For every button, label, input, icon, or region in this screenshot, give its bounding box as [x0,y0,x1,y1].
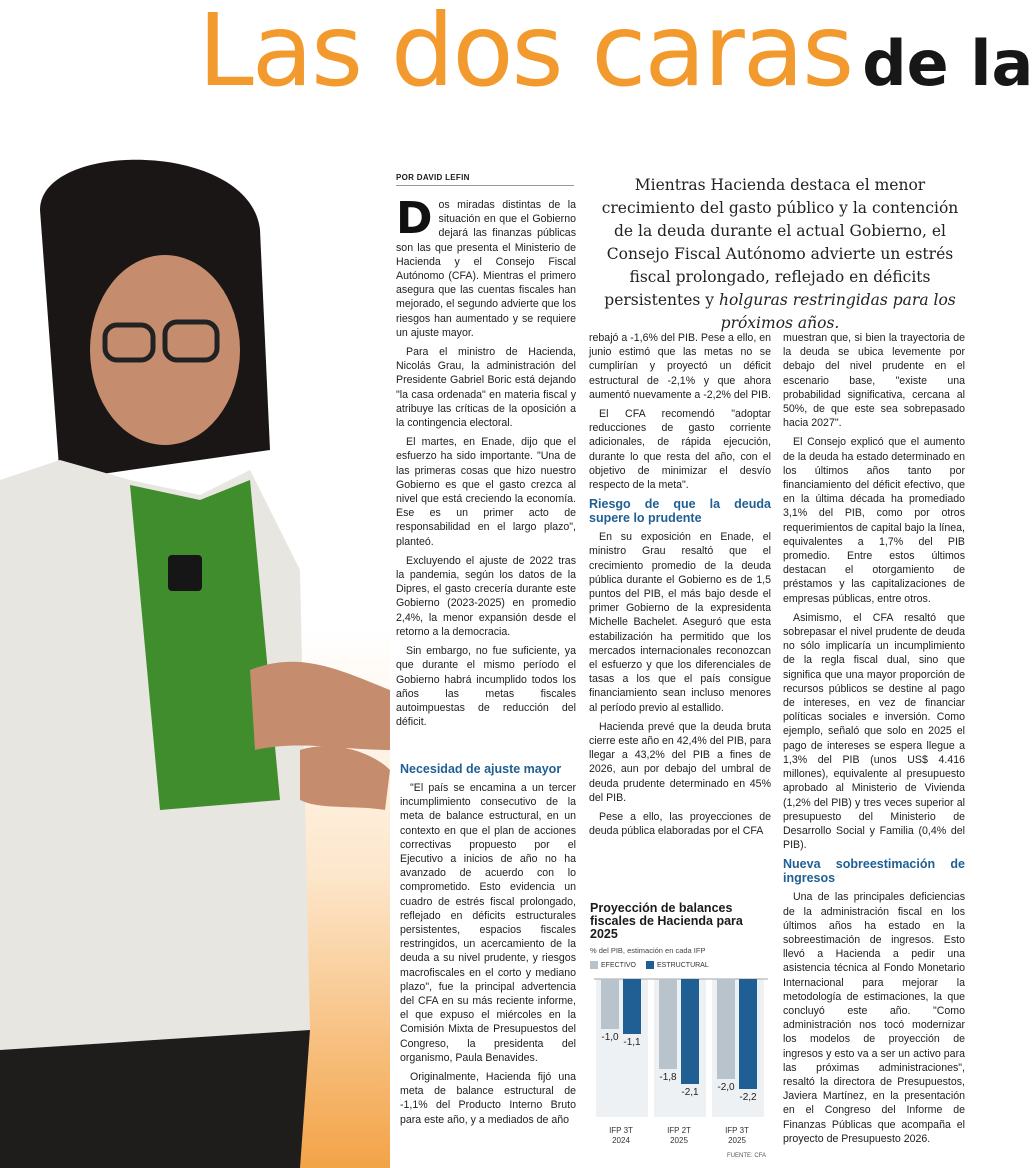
article-column-3 [783,331,965,1151]
drop-cap: D [396,193,433,244]
paragraph-11: Hacienda prevé que la deuda bruta cierre este año en 42,4% del PIB, para llegar a 43,2% del PIB a fines de 2026, aun por debajo del umbral de deuda prudente determinado en 45% del PIB. [589,720,771,804]
headline-part-2: de la [862,27,1033,100]
chart-source: FUENTE: CFA [726,1153,766,1159]
paragraph-7: Originalmente, Hacienda fijó una meta de balance estructural de -1,1% del Producto Interno Bruto para este año, y a mediados de año [400,1071,576,1126]
chart-title: Proyección de balances fiscales de Hacienda para 2025 [590,901,743,941]
article-column-1 [396,193,576,734]
chart-legend [590,961,770,969]
paragraph-15: Asimismo, el CFA resaltó que sobrepasar el nivel prudente de deuda no sólo implicaría un incumplimiento de la regla fiscal dual, sino que significa que una mayor proporción de recursos públicos se destine al pago de intereses, en vez de financiar políticas sociales e inversión. Como ejemplo, señaló que solo en 2025 el pago de intereses se espera llegue a 1,3% del PIB (unos US$ 4.416 millones), equivalente al presupuesto aprobado al Ministerio de Vivienda (1,2% del PIB) y tres veces superior al presupuesto del Ministerio de Desarrollo Social y Familia (0,4% del PIB). [783,611,965,852]
paragraph-9: El CFA recomendó "adoptar reducciones de gasto corriente adicionales, de rápida ejecución, durante lo que resta del año, con el objetivo de minimizar el desvío respecto de la meta". [589,408,771,492]
lapel-microphone [168,555,202,591]
chart-value-label: -1,0 [601,1032,619,1043]
chart-category-label: IFP 3T [725,1126,749,1135]
chart-value-label: -1,8 [659,1072,677,1083]
chart-value-label: -2,1 [681,1087,699,1098]
paragraph-8: rebajó a -1,6% del PIB. Pese a ello, en junio estimó que las metas no se cumplirían y proyectó un déficit estructural de -2,1% y que ahora aumentó nuevamente a -2,2% del PIB. [589,332,771,401]
paragraph-16: Una de las principales deficiencias de la administración fiscal en los últimos años ha estado en la sobreestimación de ingresos. Esto llevó a Hacienda a pedir una asistencia técnica al Fondo Monetario Internacional para mejorar la metodología de estimaciones, la que concluyó este año. "Como administración nos tocó modernizar los modelos de proyección de ingresos y esto va a ser un activo para las próximas administraciones", resaltó la directora de Presupuestos, Javiera Martínez, en la presentación en el Congreso del Informe de Finanzas Públicas que acompaña el proyecto de Presupuesto 2026. [783,891,965,1145]
headline [198,0,1033,109]
paragraph-4: Excluyendo el ajuste de 2022 tras la pandemia, según los datos de la Dipres, el gasto crecería durante este Gobierno (2023-2025) en promedio 2,4%, la menor expansión desde el retorno a la democracia. [396,554,576,638]
chart-subtitle: % del PIB, estimación en cada IFP [590,946,706,955]
headline-part-1: Las dos caras [198,0,853,109]
subhead-sobreestimacion: Nueva sobreestimación de ingresos [783,857,965,886]
chart-value-label: -2,0 [717,1082,735,1093]
chart-value-label: -1,1 [623,1037,641,1048]
legend-swatch-efectivo [590,961,598,969]
deck-main: Mientras Hacienda destaca el menor crecimiento del gasto público y la contención de la deuda durante el actual Gobierno, el Consejo Fiscal Autónomo advierte un estrés fiscal prolongado, reflejado en déficits persistentes y [601,176,959,309]
chart-bar-estructural [623,979,641,1034]
paragraph-1 [396,193,576,340]
legend-estructural [646,961,709,969]
legend-swatch-estructural [646,961,654,969]
deck-italic: holguras restringidas para los próximos años. [719,291,956,332]
legend-label-estructural: ESTRUCTURAL [657,961,709,969]
paragraph-10: En su exposición en Enade, el ministro Grau resaltó que el crecimiento promedio de la deuda pública durante el Gobierno es de 1,5 puntos del PIB, el más bajo desde el primer Gobierno de la expresidenta Michelle Bachelet. Aseguró que esta estabilización ha permitido que los mercados internacionales reconozcan el esfuerzo y que los diferenciales de tasas a los que el país consigue financiamiento sean incluso menores al período previo al estallido. [589,531,771,714]
paragraph-1-text: os miradas distintas de la situación en que el Gobierno dejará las finanzas públicas son las que presenta el Ministerio de Hacienda y el Consejo Fiscal Autónomo (CFA). Mientras el primero asegura que las cuentas fiscales han mejorado, el segundo advierte que los riesgos han aumentado y se requiere un ajuste mayor. [396,199,576,339]
chart-bar-efectivo [659,979,677,1069]
paragraph-3: El martes, en Enade, dijo que el esfuerzo ha sido importante. "Una de las primeras cosas que hizo nuestro Gobierno es que el gasto crezca al nivel que está creciendo la economía. Ese es un primer acto de responsabilidad en el largo plazo", planteó. [396,436,576,548]
paragraph-5: Sin embargo, no fue suficiente, ya que durante el mismo período el Gobierno habrá incumplido todos los años las metas fiscales autoimpuestas de reducción del déficit. [396,645,576,729]
byline: POR DAVID LEFIN [396,173,574,186]
chart-category-label: 2025 [728,1136,746,1145]
balance-chart [590,902,770,1168]
chart-bar-efectivo [717,979,735,1079]
chart-plot [590,969,770,1159]
chart-category-label: 2025 [670,1136,688,1145]
subhead-riesgo-deuda: Riesgo de que la deuda supere lo prudente [589,497,771,526]
chart-category-label: 2024 [612,1136,630,1145]
paragraph-2: Para el ministro de Hacienda, Nicolás Grau, la administración del Presidente Gabriel Boric está dejando "la casa ordenada" en materia fiscal y atribuye las críticas de la oposición a la contingencia electoral. [396,346,576,430]
subhead-necesidad-ajuste: Necesidad de ajuste mayor [400,762,562,776]
paragraph-14: El Consejo explicó que el aumento de la deuda ha estado determinado en los últimos años tanto por financiamiento del déficit efectivo, que en la última década ha promediado 3,1% del PIB, como por otros requerimientos de capital bajo la línea, equivalentes a 1,7% del PIB promedio. Entre estos últimos destacan el otorgamiento de préstamos y las capitalizaciones de empresas públicas, entre otros. [783,436,965,605]
dark-pants [0,1030,310,1168]
paragraph-6: "El país se encamina a un tercer incumplimiento consecutivo de la meta de balance estructural, en un contexto en que el plan de acciones correctivas propuesto por el Ejecutivo a inicios de año no ha avanzado de acuerdo con lo comprometido. Esto evidencia un cuadro de estrés fiscal prolongado, reflejado en déficits estructurales persistentes, espacios fiscales restringidos, un acercamiento de la deuda a su nivel prudente, y riesgos macrofiscales en el corto y mediano plazo", fue la principal advertencia del CFA en su más reciente informe, el que expuso el miércoles en la Comisión Mixta de Presupuestos del Congreso, la presidenta del organismo, Paula Benavides. [400,782,576,1064]
paragraph-13: muestran que, si bien la trayectoria de la deuda se ubica levemente por debajo del nivel prudente en el escenario base, "existe una probabilidad significativa, cercana al 50%, de que este sea sobrepasado hacia 2027". [783,332,965,430]
legend-label-efectivo: EFECTIVO [601,961,637,969]
article-column-1-continued [400,762,576,1132]
chart-bar-efectivo [601,979,619,1029]
chart-value-label: -2,2 [739,1092,757,1103]
deck [592,174,968,335]
chart-bar-estructural [681,979,699,1084]
legend-efectivo [590,961,636,969]
article-column-2 [589,331,771,844]
chart-category-label: IFP 3T [609,1126,633,1135]
photo-woman-speaking [0,150,390,1168]
paragraph-12: Pese a ello, las proyecciones de deuda pública elaboradas por el CFA [589,811,771,838]
chart-category-label: IFP 2T [667,1126,691,1135]
chart-bar-estructural [739,979,757,1089]
